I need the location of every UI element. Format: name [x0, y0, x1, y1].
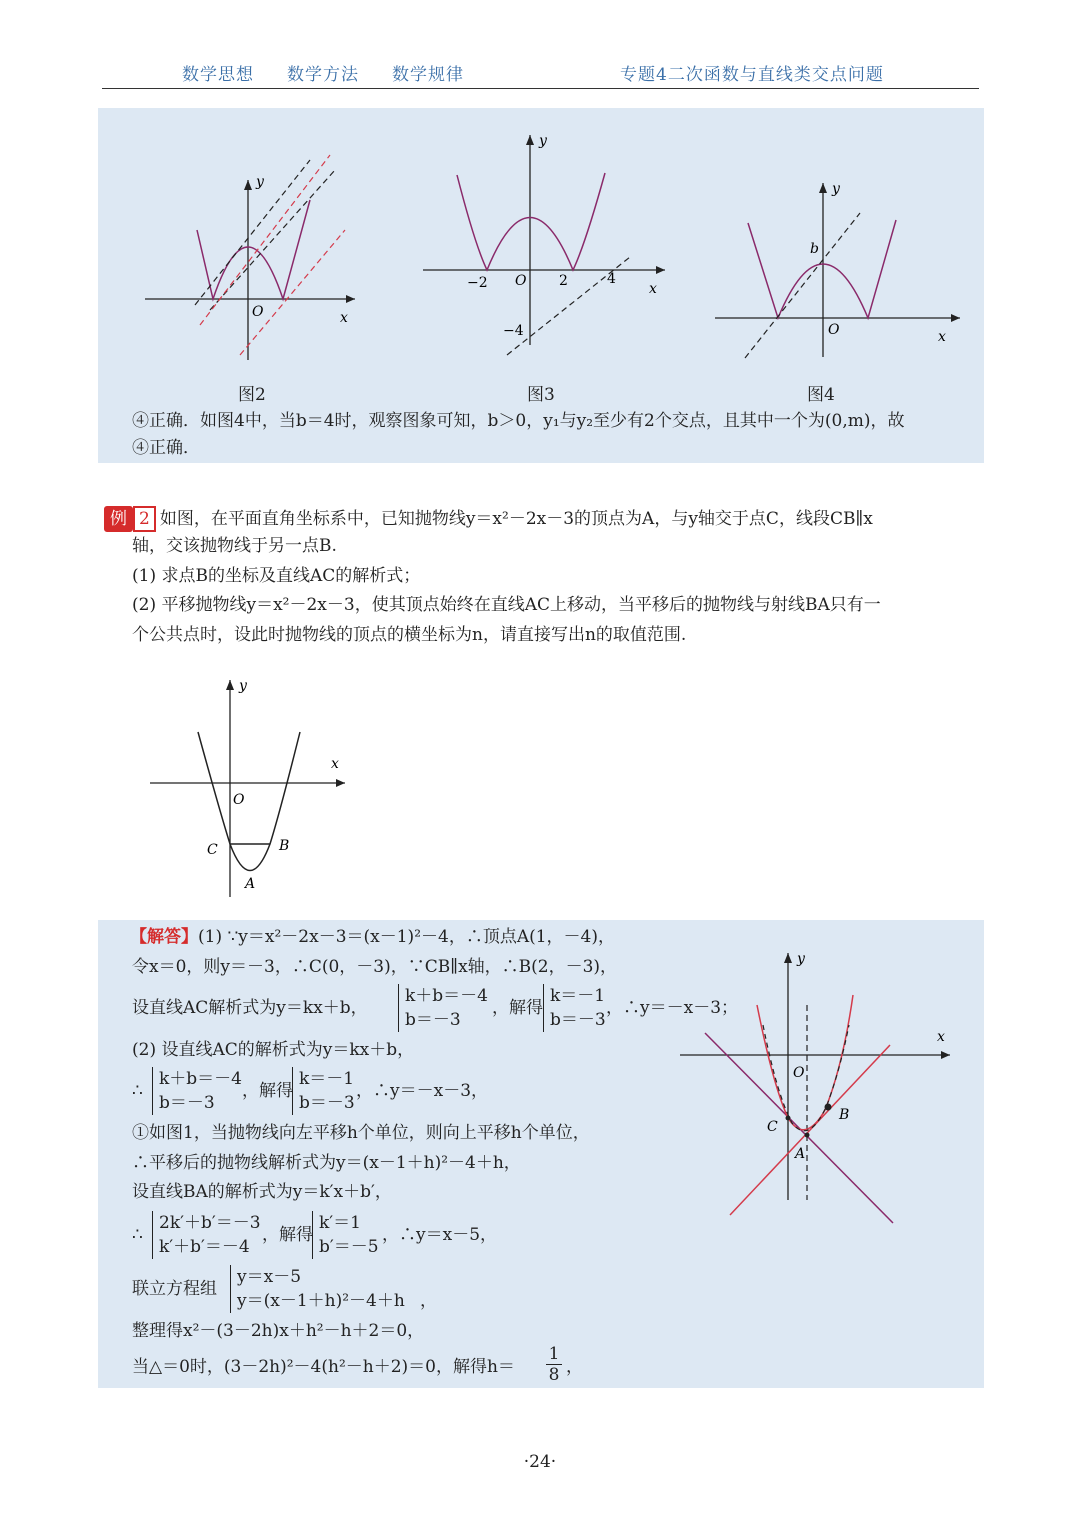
solution-line12e: ，: [566, 1357, 583, 1377]
example-question-2-cont: 个公共点时，设此时抛物线的顶点的横坐标为n，请直接写出n的取值范围.: [132, 625, 687, 645]
fig2-origin-label: O: [252, 304, 264, 320]
header-topic: 专题4二次函数与直线类交点问题: [620, 65, 884, 85]
fraction-numerator: 1: [546, 1344, 562, 1365]
solution-line11: 整理得x²－(3－2h)x＋h²－h＋2＝0，: [132, 1321, 425, 1341]
example-text-1: 如图，在平面直角坐标系中，已知抛物线y＝x²－2x－3的顶点为A，与y轴交于点C，线段CB∥x: [159, 509, 873, 529]
system5-eq1: 2k′＋b′＝－3: [159, 1213, 261, 1233]
solution-line3c: ，解得: [492, 998, 543, 1018]
figure-3-caption: 图3: [527, 385, 555, 405]
example-number: 2: [133, 506, 156, 532]
solution-system-3: [152, 1067, 242, 1115]
example-question-2: (2) 平移抛物线y＝x²－2x－3，使其顶点始终在直线AC上移动，当平移后的抛物线与射线BA只有一: [132, 595, 881, 615]
fig3-tick-minus2: −2: [467, 275, 488, 291]
solution-system-5: [152, 1211, 261, 1259]
solution-line12a: 当△＝0时，(3－2h)²－4(h²－h＋2)＝0，解得h＝: [132, 1357, 515, 1377]
system7-eq1: y＝x－5: [237, 1267, 302, 1287]
fig2-x-label: x: [340, 310, 348, 326]
page-header: [102, 58, 979, 89]
solution-line10a: 联立方程组: [132, 1279, 217, 1299]
fig4-y-label: y: [832, 181, 840, 197]
solution-line10c: ，: [420, 1291, 437, 1311]
solution-line6: ①如图1，当抛物线向左平移h个单位，则向上平移h个单位，: [132, 1123, 590, 1143]
sol-fig-c-label: C: [767, 1119, 778, 1135]
example-figure: [145, 672, 355, 902]
figure-4-caption: 图4: [807, 385, 835, 405]
fig4-origin-label: O: [828, 322, 840, 338]
sol-fig-b-label: B: [839, 1107, 850, 1123]
system1-eq1: k＋b＝－4: [405, 986, 488, 1006]
solution-line2: 令x＝0，则y＝－3，∴C(0，－3)，∵CB∥x轴，∴B(2，－3)，: [132, 957, 618, 977]
solution-line7: ∴平移后的抛物线解析式为y＝(x－1＋h)²－4＋h，: [132, 1153, 521, 1173]
header-item-method: 数学方法: [287, 65, 359, 85]
fig3-origin-label: O: [515, 273, 527, 289]
system1-eq2: b＝－3: [405, 1010, 461, 1030]
figure-4: [710, 175, 970, 365]
solution-system-4: [292, 1067, 355, 1115]
system4-eq2: b＝－3: [299, 1093, 355, 1113]
solution-text-1: (1) ∵y＝x²－2x－3＝(x－1)²－4，∴顶点A(1，－4)，: [198, 927, 615, 947]
system6-eq1: k′＝1: [319, 1213, 361, 1233]
ex-fig-a-label: A: [245, 876, 256, 892]
solution-line9e: ，∴y＝x－5，: [382, 1225, 498, 1245]
example-question-1: (1) 求点B的坐标及直线AC的解析式；: [132, 566, 421, 586]
system7-eq2: y＝(x－1＋h)²－4＋h: [237, 1291, 405, 1311]
solution-line3a: 设直线AC解析式为y＝kx＋b，: [132, 998, 368, 1018]
fig3-y-label: y: [539, 133, 547, 149]
ex-fig-x-label: x: [331, 756, 339, 772]
solution-line4: (2) 设直线AC的解析式为y＝kx＋b，: [132, 1040, 415, 1060]
example-line2: 轴，交该抛物线于另一点B.: [132, 536, 337, 556]
panel1-text-line1: ④正确．如图4中，当b＝4时，观察图象可知，b＞0，y₁与y₂至少有2个交点，且其中一个为(0,m)，故: [132, 411, 905, 431]
solution-line5a: ∴: [132, 1081, 143, 1101]
solution-line3e: ，∴y＝－x－3；: [606, 998, 739, 1018]
solution-system-2: [543, 984, 606, 1032]
solution-system-6: [312, 1211, 379, 1259]
sol-fig-origin-label: O: [793, 1065, 805, 1081]
solution-system-1: [398, 984, 488, 1032]
fig3-tick-minus4: −4: [503, 323, 524, 339]
solution-line5c: ，解得: [242, 1081, 293, 1101]
ex-fig-origin-label: O: [233, 792, 245, 808]
ex-fig-y-label: y: [239, 678, 247, 694]
solution-line5e: ，∴y＝－x－3，: [356, 1081, 489, 1101]
ex-fig-c-label: C: [207, 842, 218, 858]
fraction-denominator: 8: [548, 1365, 560, 1385]
header-item-law: 数学规律: [392, 65, 464, 85]
solution-line1: [130, 926, 615, 948]
system4-eq1: k＝－1: [299, 1069, 355, 1089]
example-line1: [104, 506, 873, 532]
figure-3: [415, 125, 675, 365]
solution-figure: [675, 945, 965, 1230]
panel1-text-line2: ④正确．: [132, 438, 200, 458]
fig3-x-label: x: [649, 281, 657, 297]
solution-line9a: ∴: [132, 1225, 143, 1245]
solution-system-7: [230, 1265, 405, 1313]
solution-line9c: ，解得: [262, 1225, 313, 1245]
solution-tag: 【解答】: [130, 927, 198, 947]
fig4-b-label: b: [810, 241, 819, 257]
sol-fig-x-label: x: [937, 1029, 945, 1045]
sol-fig-y-label: y: [797, 951, 805, 967]
fig2-y-label: y: [256, 174, 264, 190]
system5-eq2: k′＋b′＝－4: [159, 1237, 250, 1257]
system3-eq1: k＋b＝－4: [159, 1069, 242, 1089]
fig4-x-label: x: [938, 329, 946, 345]
ex-fig-b-label: B: [279, 838, 290, 854]
sol-fig-a-label: A: [795, 1146, 806, 1162]
solution-line8: 设直线BA的解析式为y＝k′x＋b′，: [132, 1182, 392, 1202]
example-badge: 例: [104, 506, 133, 532]
fig3-tick-4: 4: [607, 271, 616, 287]
system2-eq2: b＝－3: [550, 1010, 606, 1030]
fig3-tick-2: 2: [559, 273, 568, 289]
figure-2-caption: 图2: [238, 385, 266, 405]
figure-2: [140, 140, 370, 370]
solution-fraction: [546, 1344, 562, 1385]
system2-eq1: k＝－1: [550, 986, 606, 1006]
system3-eq2: b＝－3: [159, 1093, 215, 1113]
page-number: ·24·: [523, 1452, 557, 1472]
system6-eq2: b′＝－5: [319, 1237, 379, 1257]
header-item-thought: 数学思想: [182, 65, 254, 85]
